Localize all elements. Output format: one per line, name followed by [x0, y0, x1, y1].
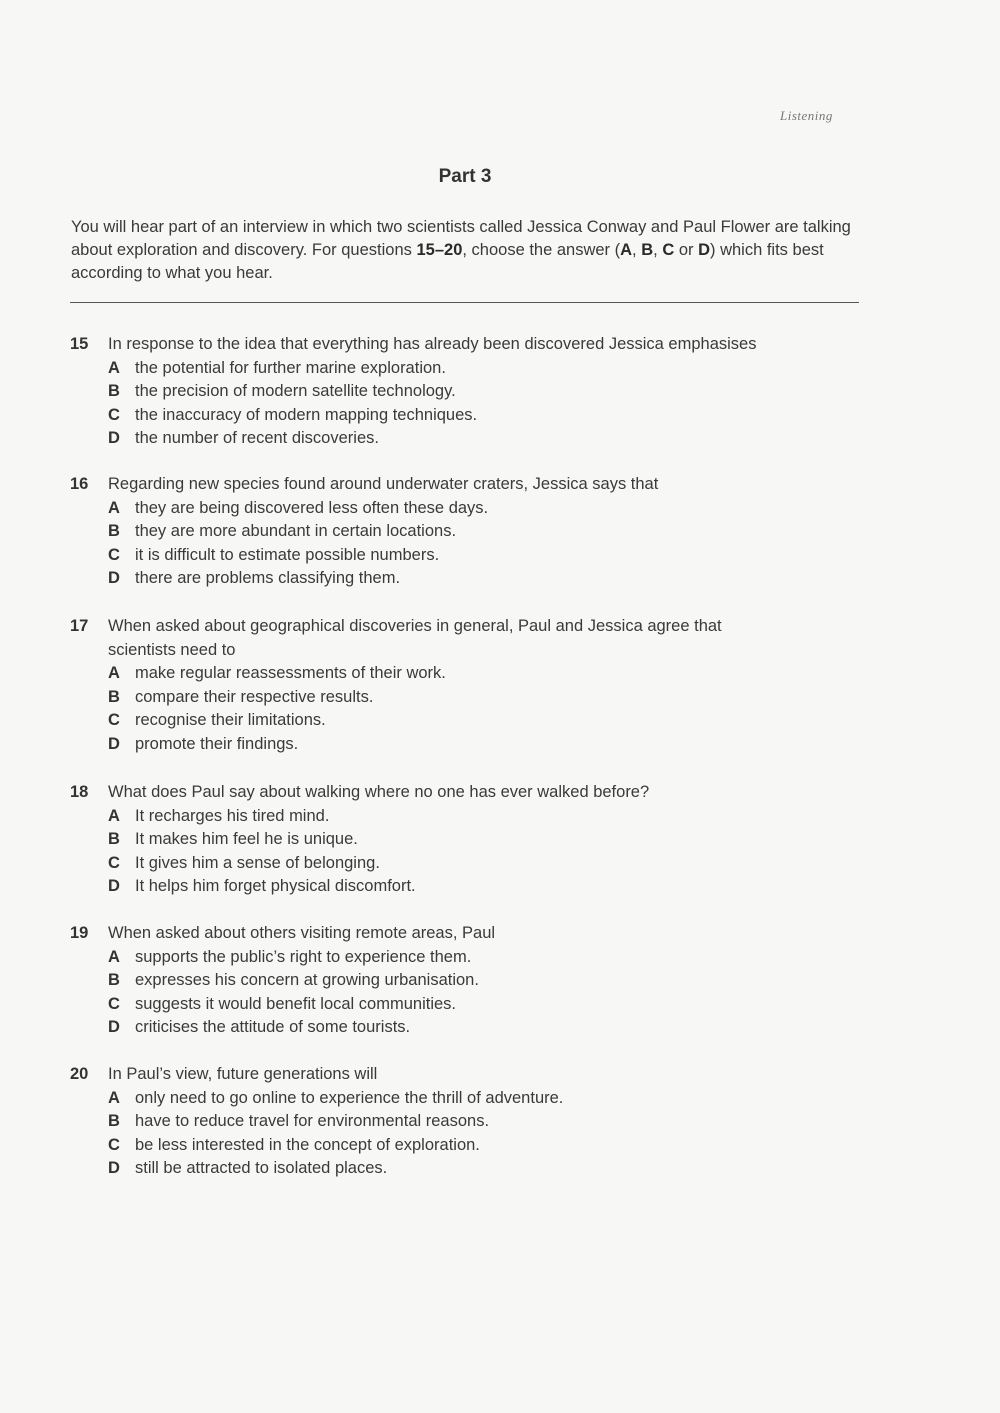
option-text: the inaccuracy of modern mapping techniques. — [135, 405, 478, 424]
option-letter: A — [108, 358, 120, 377]
option-letter: B — [108, 830, 120, 848]
option-text: still be attracted to isolated places. — [135, 1159, 388, 1177]
option-letter: B — [108, 522, 120, 540]
option-d[interactable] — [108, 1157, 870, 1181]
letter-a: A — [620, 241, 633, 259]
option-text: have to reduce travel for environmental reasons. — [135, 1112, 490, 1130]
option-letter: B — [108, 382, 120, 400]
option-b[interactable] — [108, 828, 870, 852]
option-b[interactable] — [108, 686, 870, 710]
option-text: the number of recent discoveries. — [135, 429, 379, 447]
option-b[interactable] — [108, 520, 870, 544]
option-d[interactable] — [108, 567, 870, 591]
option-text: recognise their limitations. — [135, 711, 326, 729]
option-letter: A — [108, 806, 120, 825]
option-text: It recharges his tired mind. — [135, 806, 330, 825]
section-label: Listening — [780, 108, 833, 123]
question-number: 18 — [70, 783, 89, 801]
option-text: promote their findings. — [135, 734, 299, 753]
question-number: 15 — [70, 335, 89, 353]
option-text: It gives him a sense of belonging. — [135, 853, 380, 872]
option-a[interactable] — [108, 497, 870, 521]
question-stem: In Paul’s view, future generations will — [108, 1065, 378, 1083]
option-letter: D — [108, 734, 120, 753]
option-letter: A — [108, 664, 120, 682]
option-c[interactable] — [108, 852, 870, 876]
question-stem: When asked about others visiting remote areas, Paul — [108, 924, 496, 942]
option-c[interactable] — [108, 993, 870, 1017]
option-letter: C — [108, 405, 120, 424]
option-text: compare their respective results. — [135, 687, 374, 706]
instructions-text-4: ) which fits best according to what you hear. — [71, 241, 824, 282]
option-letter: C — [108, 1135, 120, 1154]
option-text: expresses his concern at growing urbanisation. — [135, 971, 479, 989]
option-letter: C — [108, 545, 120, 564]
option-b[interactable] — [108, 1110, 870, 1134]
option-text: they are more abundant in certain locations. — [135, 522, 457, 540]
option-c[interactable] — [108, 404, 870, 428]
question-range: 15–20 — [416, 241, 463, 259]
option-text: It helps him forget physical discomfort. — [135, 877, 416, 895]
option-letter: D — [108, 1018, 120, 1036]
question-number: 20 — [70, 1065, 89, 1083]
question-19 — [70, 922, 870, 1040]
option-letter: B — [108, 687, 120, 706]
instructions-text-2: , choose the answer ( — [462, 241, 621, 259]
option-letter: D — [108, 569, 120, 587]
option-c[interactable] — [108, 544, 870, 568]
option-letter: A — [108, 498, 120, 517]
option-text: supports the public’s right to experience them. — [135, 947, 472, 966]
instructions — [71, 216, 866, 285]
option-d[interactable] — [108, 427, 870, 451]
option-a[interactable] — [108, 805, 870, 829]
option-text: the precision of modern satellite technology. — [135, 382, 456, 400]
option-letter: B — [108, 971, 120, 989]
option-d[interactable] — [108, 733, 870, 757]
option-c[interactable] — [108, 709, 870, 733]
option-letter: A — [108, 947, 120, 966]
page-title: Part 3 — [438, 166, 492, 187]
instructions-text-3: or — [674, 241, 699, 259]
question-stem: What does Paul say about walking where no one has ever walked before? — [108, 783, 650, 801]
option-a[interactable] — [108, 946, 870, 970]
question-16 — [70, 473, 870, 591]
option-letter: C — [108, 994, 120, 1013]
option-letter: C — [108, 853, 120, 872]
option-a[interactable] — [108, 662, 870, 686]
separator: , — [653, 241, 663, 259]
question-stem: When asked about geographical discoveries in general, Paul and Jessica agree that scientists need to — [108, 617, 722, 659]
option-text: there are problems classifying them. — [135, 569, 401, 587]
option-text: suggests it would benefit local communities. — [135, 994, 456, 1013]
option-a[interactable] — [108, 1087, 870, 1111]
option-text: only need to go online to experience the thrill of adventure. — [135, 1088, 564, 1107]
question-20 — [70, 1063, 870, 1181]
option-letter: C — [108, 711, 120, 729]
letter-b: B — [641, 241, 654, 259]
letter-d: D — [698, 241, 710, 259]
option-b[interactable] — [108, 969, 870, 993]
divider — [70, 302, 859, 303]
question-number: 16 — [70, 475, 89, 493]
option-b[interactable] — [108, 380, 870, 404]
question-stem: In response to the idea that everything has already been discovered Jessica emphasises — [108, 335, 757, 353]
option-text: be less interested in the concept of exploration. — [135, 1135, 480, 1154]
option-text: make regular reassessments of their work. — [135, 664, 446, 682]
option-letter: D — [108, 1159, 120, 1177]
option-text: It makes him feel he is unique. — [135, 830, 358, 848]
option-letter: B — [108, 1112, 120, 1130]
option-letter: D — [108, 429, 120, 447]
question-18 — [70, 781, 870, 899]
letter-c: C — [662, 241, 675, 259]
question-stem: Regarding new species found around underwater craters, Jessica says that — [108, 475, 659, 493]
option-d[interactable] — [108, 1016, 870, 1040]
instructions-text-1: You will hear part of an interview in which two scientists called Jessica Conway and Paul Flower are talking about exploration and discovery. For questions — [71, 218, 851, 259]
question-17 — [70, 615, 870, 756]
separator: , — [632, 241, 642, 259]
question-number: 17 — [70, 617, 89, 635]
option-a[interactable] — [108, 357, 870, 381]
option-text: it is difficult to estimate possible numbers. — [135, 545, 440, 564]
option-c[interactable] — [108, 1134, 870, 1158]
option-letter: D — [108, 877, 120, 895]
option-text: criticises the attitude of some tourists. — [135, 1018, 411, 1036]
option-d[interactable] — [108, 875, 870, 899]
question-number: 19 — [70, 924, 89, 942]
option-letter: A — [108, 1088, 120, 1107]
option-text: they are being discovered less often these days. — [135, 498, 489, 517]
option-text: the potential for further marine exploration. — [135, 358, 446, 377]
question-15 — [70, 333, 870, 451]
